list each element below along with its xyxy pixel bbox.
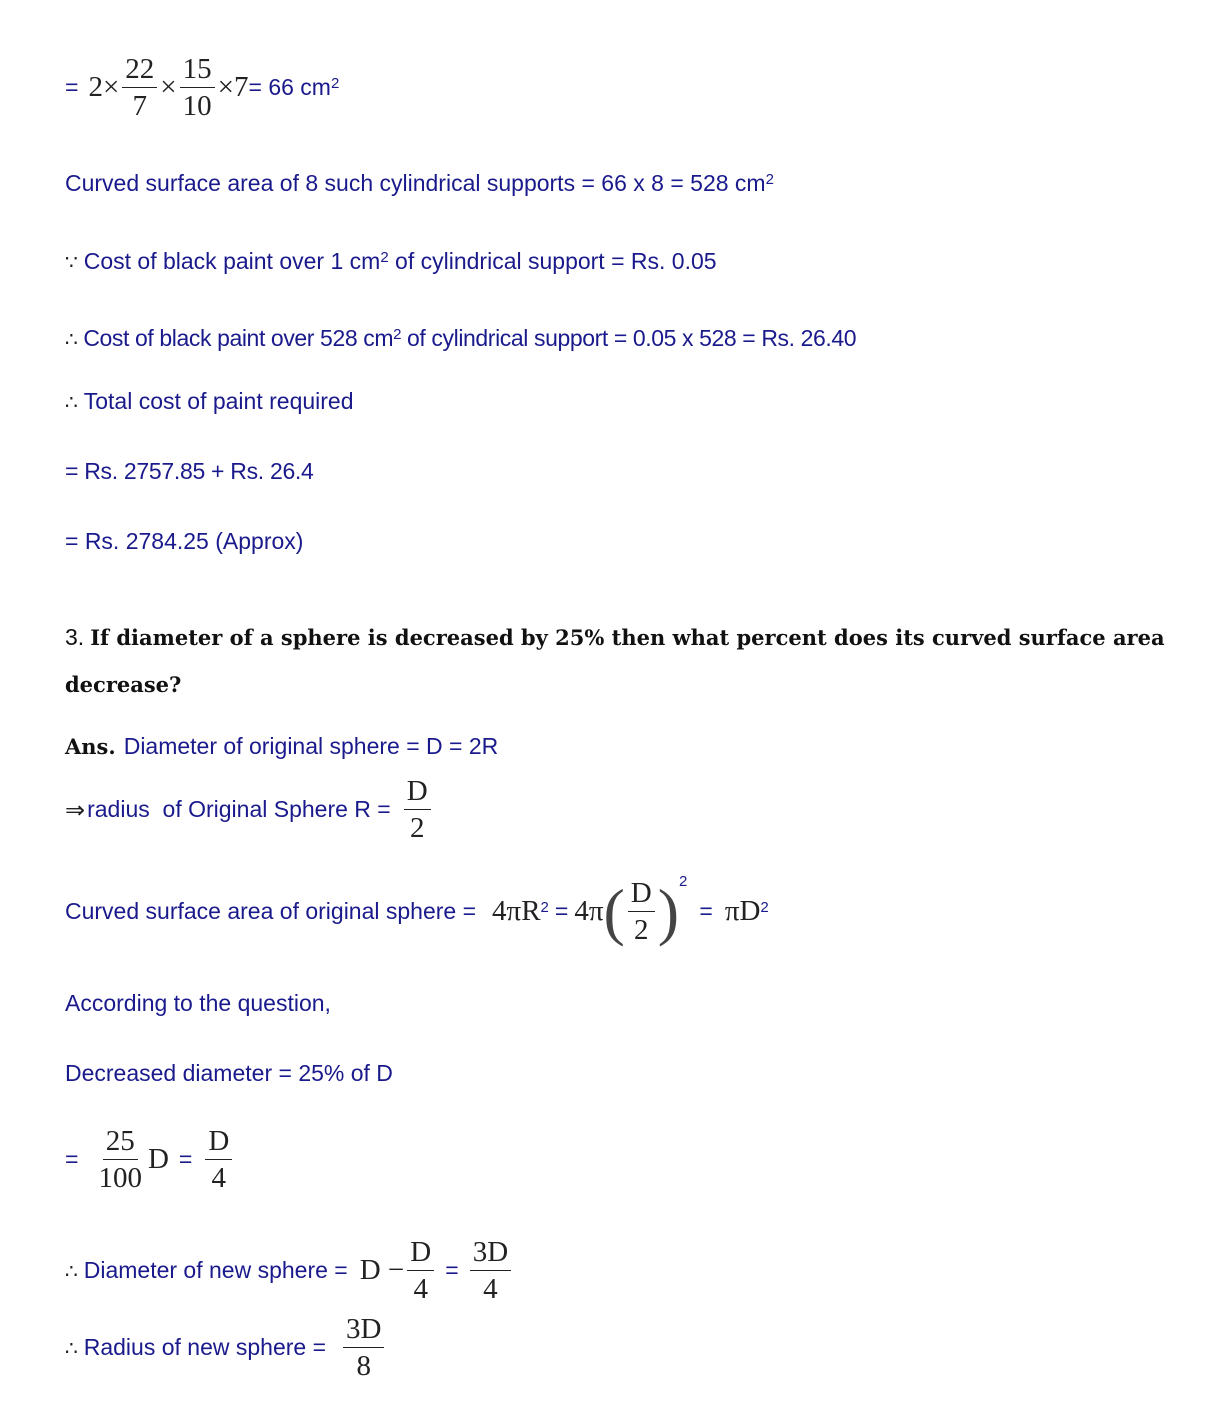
line-text-a: Cost of black paint over 528 cm	[83, 325, 394, 351]
times-sign: ×	[160, 71, 177, 104]
equation-line-1	[65, 54, 339, 122]
text-line-4	[65, 325, 856, 352]
fraction-d-2	[404, 776, 431, 844]
denominator: 4	[211, 1162, 227, 1195]
fraction-d-2	[628, 878, 655, 946]
denominator: 7	[132, 90, 148, 123]
line-text-b: of cylindrical support = Rs. 0.05	[388, 248, 717, 274]
question-number: 3.	[65, 624, 85, 650]
equals-sign: =	[65, 1146, 79, 1173]
right-paren: )	[657, 875, 680, 947]
answer-line-4	[65, 990, 331, 1017]
factor: 7	[234, 71, 249, 104]
math-term: D −	[359, 1254, 405, 1287]
text-line-7	[65, 528, 303, 555]
line-text: Diameter of new sphere =	[83, 1257, 348, 1284]
denominator: 4	[483, 1273, 498, 1306]
line-text-b: of cylindrical support = 0.05 x 528 = Rs. 26.40	[401, 325, 857, 351]
exponent: 2	[760, 899, 769, 917]
line-text: Total cost of paint required	[83, 388, 354, 414]
factor: 2	[88, 71, 103, 104]
numerator: D	[205, 1126, 232, 1160]
answer-line-1	[65, 733, 498, 760]
line-text-a: Cost of black paint over 1 cm	[83, 248, 381, 274]
line-text: Decreased diameter = 25% of D	[65, 1060, 393, 1086]
therefore-symbol: ∴	[65, 389, 78, 414]
fraction-15-10	[180, 54, 215, 122]
numerator: 15	[180, 54, 215, 88]
line-text: = Rs. 2757.85 + Rs. 26.4	[65, 458, 314, 484]
denominator: 2	[634, 914, 649, 947]
numerator: 22	[122, 54, 157, 88]
line-text: Curved surface area of 8 such cylindrical supports = 66 x 8 = 528 cm	[65, 170, 766, 196]
line-text: Diameter of original sphere = D = 2R	[123, 733, 499, 759]
line-text: = Rs. 2784.25 (Approx)	[65, 528, 304, 554]
numerator: D	[407, 1237, 434, 1271]
implies-arrow-icon: ⇒	[65, 795, 86, 824]
because-symbol: ∵	[65, 249, 78, 274]
line-text: radius of Original Sphere R =	[87, 796, 391, 823]
exponent: 2	[765, 171, 774, 188]
ans-label: Ans.	[65, 734, 116, 759]
numerator: 25	[103, 1126, 138, 1160]
denominator: 2	[409, 812, 425, 845]
denominator: 100	[98, 1162, 142, 1195]
exponent: 2	[393, 326, 402, 343]
answer-line-7	[65, 1237, 514, 1305]
denominator: 4	[413, 1273, 429, 1306]
answer-line-8	[65, 1314, 387, 1382]
text-line-6	[65, 458, 314, 485]
equals-sign: =	[699, 898, 713, 925]
exponent: 2	[679, 873, 688, 891]
result-text: = 66 cm	[248, 74, 331, 101]
question-3	[65, 615, 1185, 710]
exponent: 2	[380, 249, 389, 266]
numerator: 3D	[343, 1314, 384, 1348]
therefore-symbol: ∴	[65, 1335, 78, 1360]
numerator: D	[628, 878, 655, 912]
answer-line-5	[65, 1060, 393, 1087]
answer-line-6	[65, 1126, 235, 1194]
question-text: If diameter of a sphere is decreased by 25% then what percent does its curved surface area decrease?	[65, 625, 1165, 697]
numerator: D	[404, 776, 431, 810]
times-sign: ×	[217, 71, 235, 104]
therefore-symbol: ∴	[65, 326, 78, 351]
math-term: πD	[724, 895, 761, 928]
numerator: 3D	[470, 1237, 511, 1271]
times-sign: ×	[102, 71, 120, 104]
line-text: Radius of new sphere =	[83, 1334, 327, 1361]
math-term: 4π	[574, 895, 604, 928]
exponent: 2	[540, 899, 549, 917]
line-text: According to the question,	[65, 990, 331, 1016]
left-paren: (	[603, 875, 625, 947]
therefore-symbol: ∴	[65, 1258, 78, 1283]
denominator: 8	[356, 1350, 371, 1383]
text-line-3	[65, 248, 717, 275]
math-term: 4πR	[492, 895, 541, 928]
line-text: Curved surface area of original sphere =	[65, 898, 477, 925]
equals-sign: =	[178, 1146, 193, 1173]
fraction-25-100	[95, 1126, 145, 1194]
exponent: 2	[330, 75, 340, 93]
math-term: D	[147, 1143, 169, 1176]
equals-sign: =	[65, 74, 79, 101]
answer-line-3	[65, 873, 769, 947]
fraction-d-4	[205, 1126, 232, 1194]
text-line-2	[65, 170, 774, 197]
fraction-3d-4	[470, 1237, 511, 1305]
equals-sign: =	[445, 1257, 459, 1284]
denominator: 10	[182, 90, 212, 123]
fraction-d-4	[407, 1237, 434, 1305]
equals-sign: =	[554, 898, 569, 925]
fraction-22-7	[122, 54, 157, 122]
answer-line-2	[65, 776, 434, 844]
text-line-5	[65, 388, 354, 415]
fraction-3d-8	[343, 1314, 384, 1382]
